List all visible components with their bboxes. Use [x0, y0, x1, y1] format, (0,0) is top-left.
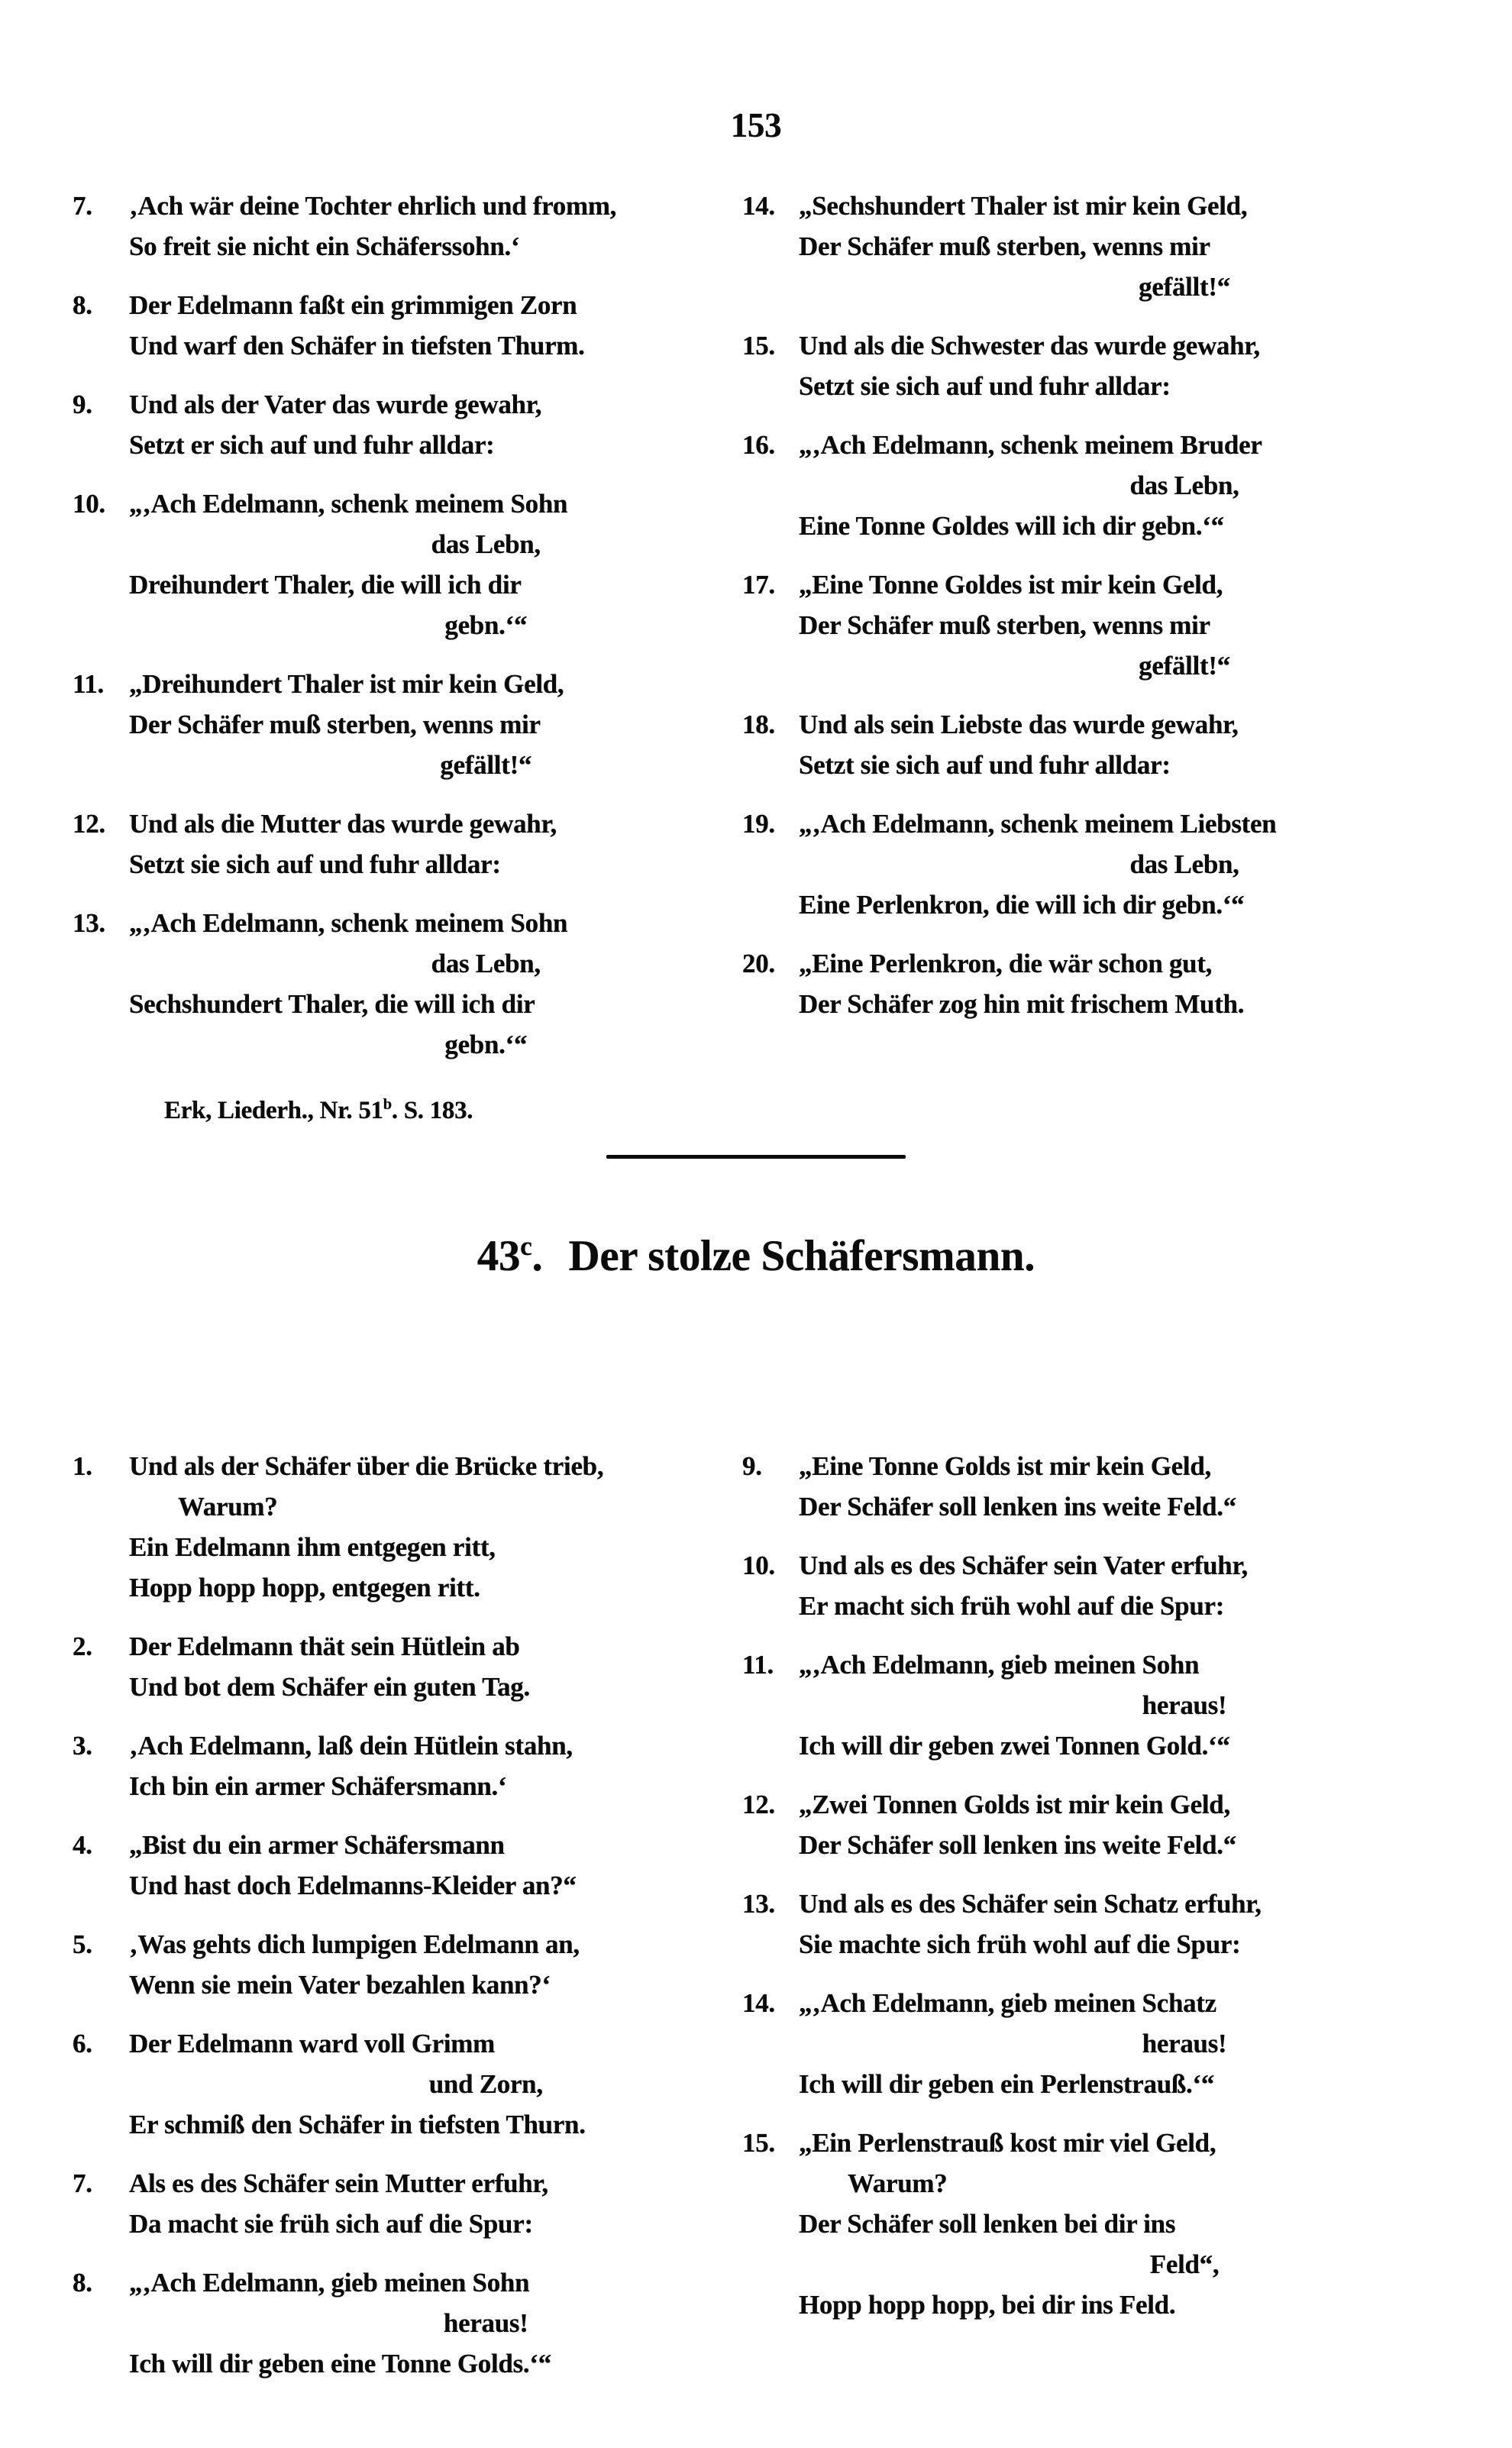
verse-line: „‚Ach Edelmann, schenk meinem Sohn — [129, 908, 568, 938]
song1-right-column — [742, 186, 1452, 1043]
verse-line: „Eine Perlenkron, die wär schon gut, — [799, 949, 1213, 978]
verse-number: 3. — [73, 1731, 92, 1761]
verse — [742, 325, 1452, 406]
verse-line: Eine Tonne Goldes will ich dir gebn.‘“ — [799, 511, 1224, 541]
verse-line: gefällt!“ — [1139, 272, 1230, 302]
verse-number: 14. — [742, 191, 775, 221]
verse-line: Warum? — [848, 2168, 948, 2198]
verse-number: 15. — [742, 331, 775, 361]
verse — [73, 664, 734, 785]
verse — [742, 1784, 1452, 1865]
verse-line: „‚Ach Edelmann, schenk meinem Bruder — [799, 430, 1262, 460]
verse-line: Und bot dem Schäfer ein guten Tag. — [129, 1672, 530, 1702]
verse-line: Ich will dir geben eine Tonne Golds.‘“ — [129, 2349, 551, 2378]
verse-line: gefällt!“ — [1139, 651, 1230, 681]
verse-line: gebn.‘“ — [444, 610, 528, 640]
verse-line: „Eine Tonne Goldes ist mir kein Geld, — [799, 570, 1223, 600]
verse-line: Der Schäfer muß sterben, wenns mir — [129, 710, 541, 739]
verse — [742, 1545, 1452, 1626]
song-heading — [0, 1231, 1512, 1281]
verse-line: „‚Ach Edelmann, gieb meinen Sohn — [799, 1650, 1200, 1680]
verse-line: Und hast doch Edelmanns-Kleider an?“ — [129, 1871, 577, 1900]
verse-line: „‚Ach Edelmann, schenk meinem Liebsten — [799, 809, 1277, 839]
verse-line: Der Schäfer soll lenken bei dir ins — [799, 2209, 1176, 2239]
verse-line: Feld“, — [1149, 2249, 1220, 2279]
verse — [73, 483, 734, 645]
verse-number: 11. — [742, 1650, 774, 1680]
verse-line: Und warf den Schäfer in tiefsten Thurm. — [129, 331, 585, 361]
verse-number: 5. — [73, 1929, 92, 1959]
verse-number: 15. — [742, 2128, 775, 2158]
verse — [73, 1725, 734, 1806]
verse-line: Und als es des Schäfer sein Schatz erfuhr, — [799, 1889, 1262, 1919]
verse — [73, 1446, 734, 1608]
verse-line: gefällt!“ — [440, 750, 532, 780]
citation-superscript: b — [383, 1096, 392, 1113]
verse-line: Der Schäfer zog hin mit frischem Muth. — [799, 989, 1245, 1019]
verse-line: Und als der Schäfer über die Brücke trieb, — [129, 1451, 604, 1481]
verse-number: 9. — [73, 390, 92, 419]
verse-line: „Ein Perlenstrauß kost mir viel Geld, — [799, 2128, 1216, 2158]
verse-number: 2. — [73, 1631, 92, 1661]
verse-line: heraus! — [1142, 1690, 1227, 1720]
verse-line: „‚Ach Edelmann, schenk meinem Sohn — [129, 489, 568, 519]
verse-number: 4. — [73, 1830, 92, 1860]
verse-number: 13. — [73, 908, 105, 938]
verse-line: das Lebn, — [431, 949, 541, 978]
verse-line: Und als die Mutter das wurde gewahr, — [129, 809, 557, 839]
verse — [73, 2262, 734, 2384]
verse — [742, 186, 1452, 307]
verse-line: ‚Ach Edelmann, laß dein Hütlein stahn, — [129, 1731, 573, 1761]
verse-line: Ich will dir geben ein Perlenstrauß.‘“ — [799, 2069, 1215, 2099]
verse-line: Und als die Schwester das wurde gewahr, — [799, 331, 1260, 361]
verse — [73, 1825, 734, 1906]
verse — [73, 1924, 734, 2005]
verse-line: Setzt sie sich auf und fuhr alldar: — [799, 750, 1171, 780]
song-number-dot: . — [531, 1232, 543, 1280]
verse-line: „Sechshundert Thaler ist mir kein Geld, — [799, 191, 1248, 221]
verse-number: 14. — [742, 1988, 775, 2018]
verse-line: ‚Was gehts dich lumpigen Edelmann an, — [129, 1929, 580, 1959]
verse-line: das Lebn, — [431, 529, 541, 559]
verse-line: und Zorn, — [428, 2069, 543, 2099]
song-title: Der stolze Schäfersmann. — [568, 1232, 1035, 1280]
verse-line: Der Edelmann thät sein Hütlein ab — [129, 1631, 520, 1661]
verse — [73, 384, 734, 465]
song1-left-column — [73, 186, 734, 1131]
page-number: 153 — [730, 106, 782, 144]
verse-line: Setzt er sich auf und fuhr alldar: — [129, 430, 495, 460]
song2-right-column — [742, 1446, 1452, 2343]
verse — [73, 186, 734, 267]
verse-line: Ein Edelmann ihm entgegen ritt, — [129, 1532, 496, 1562]
verse — [742, 704, 1452, 785]
verse — [73, 903, 734, 1065]
verse-line: Setzt sie sich auf und fuhr alldar: — [129, 849, 501, 879]
verse-line: Wenn sie mein Vater bezahlen kann?‘ — [129, 1970, 551, 2000]
verse — [73, 804, 734, 884]
verse-line: heraus! — [443, 2308, 528, 2338]
verse — [742, 804, 1452, 925]
verse-line: Hopp hopp hopp, entgegen ritt. — [129, 1573, 480, 1602]
verse-line: Da macht sie früh sich auf die Spur: — [129, 2209, 533, 2239]
verse — [742, 564, 1452, 686]
source-citation — [73, 1091, 734, 1131]
verse — [742, 2123, 1452, 2325]
verse-line: „Eine Tonne Golds ist mir kein Geld, — [799, 1451, 1211, 1481]
verse-line: „Dreihundert Thaler ist mir kein Geld, — [129, 669, 564, 699]
verse-number: 11. — [73, 669, 104, 699]
verse-line: Er macht sich früh wohl auf die Spur: — [799, 1591, 1225, 1621]
verse-line: Der Schäfer soll lenken ins weite Feld.“ — [799, 1830, 1236, 1860]
verse — [73, 2163, 734, 2244]
verse-number: 10. — [73, 489, 105, 519]
verse-line: Der Schäfer soll lenken ins weite Feld.“ — [799, 1492, 1236, 1522]
verse-line: „Bist du ein armer Schäfersmann — [129, 1830, 505, 1860]
verse-number: 12. — [73, 809, 105, 839]
verse-line: „Zwei Tonnen Golds ist mir kein Geld, — [799, 1790, 1230, 1819]
verse-line: das Lebn, — [1129, 471, 1239, 500]
verse-number: 7. — [73, 2168, 92, 2198]
verse-number: 18. — [742, 710, 775, 739]
verse-line: Der Schäfer muß sterben, wenns mir — [799, 231, 1210, 261]
verse-line: gebn.‘“ — [444, 1030, 528, 1059]
song-number: 43 — [477, 1232, 521, 1280]
verse-number: 9. — [742, 1451, 762, 1481]
verse — [73, 2023, 734, 2145]
verse — [742, 425, 1452, 546]
verse — [73, 285, 734, 366]
verse — [742, 1983, 1452, 2104]
verse-line: Setzt sie sich auf und fuhr alldar: — [799, 371, 1171, 401]
verse-line: Ich bin ein armer Schäfersmann.‘ — [129, 1771, 507, 1801]
song-number-superscript: c — [520, 1231, 532, 1261]
verse-line: Der Edelmann faßt ein grimmigen Zorn — [129, 290, 577, 320]
verse-line: Als es des Schäfer sein Mutter erfuhr, — [129, 2168, 548, 2198]
verse-line: So freit sie nicht ein Schäferssohn.‘ — [129, 231, 520, 261]
verse-line: Der Edelmann ward voll Grimm — [129, 2029, 495, 2058]
verse — [742, 1644, 1452, 1766]
verse-line: Dreihundert Thaler, die will ich dir — [129, 570, 522, 600]
verse-number: 16. — [742, 430, 775, 460]
verse-line: Ich will dir geben zwei Tonnen Gold.‘“ — [799, 1731, 1230, 1761]
verse-line: heraus! — [1142, 2029, 1227, 2058]
verse — [742, 943, 1452, 1024]
verse-line: Sechshundert Thaler, die will ich dir — [129, 989, 535, 1019]
verse-line: Und als es des Schäfer sein Vater erfuhr, — [799, 1551, 1248, 1580]
verse-line: Und als sein Liebste das wurde gewahr, — [799, 710, 1239, 739]
verse-number: 7. — [73, 191, 92, 221]
verse-line: das Lebn, — [1129, 849, 1239, 879]
verse-line: Und als der Vater das wurde gewahr, — [129, 390, 542, 419]
citation-page-ref: . S. 183. — [391, 1097, 473, 1124]
verse-number: 17. — [742, 570, 775, 600]
verse-line: Der Schäfer muß sterben, wenns mir — [799, 610, 1210, 640]
verse-number: 13. — [742, 1889, 775, 1919]
section-divider-rule — [606, 1155, 906, 1159]
verse — [73, 1626, 734, 1707]
verse-line: ‚Ach wär deine Tochter ehrlich und fromm, — [129, 191, 617, 221]
verse-number: 12. — [742, 1790, 775, 1819]
verse-number: 10. — [742, 1551, 775, 1580]
verse — [742, 1884, 1452, 1965]
verse-line: Er schmiß den Schäfer in tiefsten Thurn. — [129, 2110, 586, 2139]
verse-line: Sie machte sich früh wohl auf die Spur: — [799, 1929, 1241, 1959]
verse-line: Eine Perlenkron, die will ich dir gebn.‘“ — [799, 890, 1245, 920]
citation-text: Erk, Liederh., Nr. 51 — [164, 1097, 383, 1124]
verse-line: „‚Ach Edelmann, gieb meinen Schatz — [799, 1988, 1216, 2018]
verse-line: Warum? — [178, 1492, 278, 1522]
verse-number: 8. — [73, 290, 92, 320]
verse-number: 19. — [742, 809, 775, 839]
song2-left-column — [73, 1446, 734, 2402]
verse-number: 20. — [742, 949, 775, 978]
verse-line: „‚Ach Edelmann, gieb meinen Sohn — [129, 2268, 530, 2298]
verse-number: 1. — [73, 1451, 92, 1481]
verse — [742, 1446, 1452, 1527]
verse-number: 8. — [73, 2268, 92, 2298]
verse-number: 6. — [73, 2029, 92, 2058]
verse-line: Hopp hopp hopp, bei dir ins Feld. — [799, 2290, 1176, 2320]
